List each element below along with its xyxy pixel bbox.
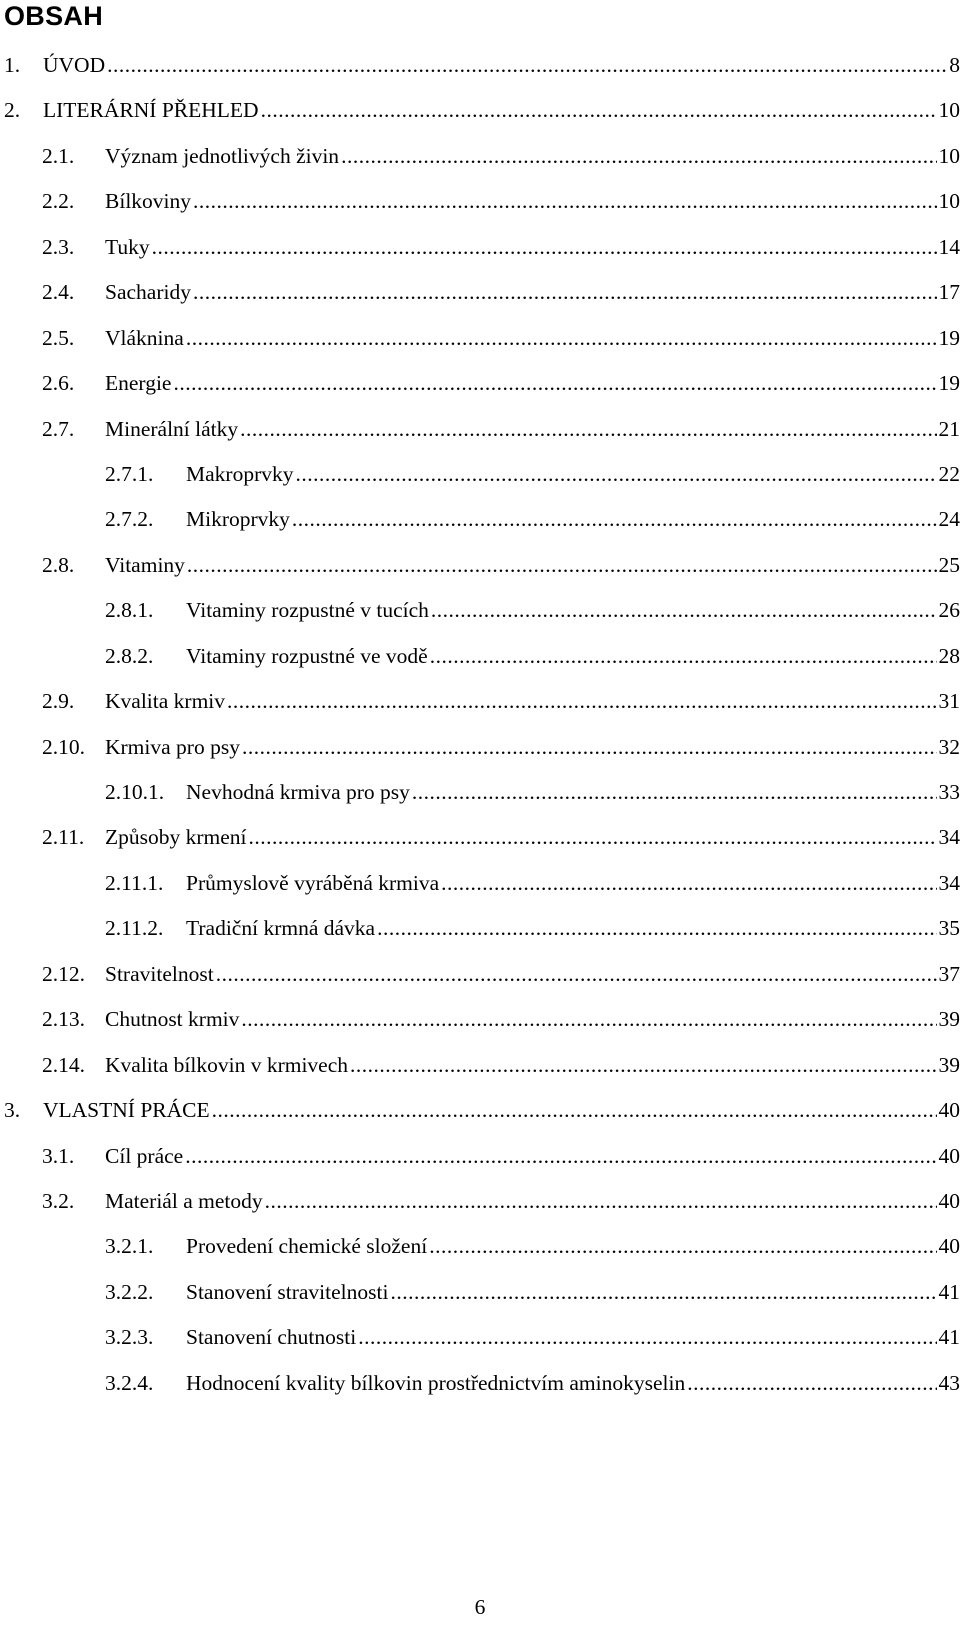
toc-entry-title: Krmiva pro psy — [105, 734, 240, 759]
toc-entry-title: Energie — [105, 371, 172, 396]
toc-entry-number: 2.10.1. — [105, 780, 165, 804]
toc-entry[interactable] — [0, 543, 960, 588]
toc-entry-number: 3.2.4. — [105, 1370, 154, 1395]
toc-entry-title: Stanovení chutnosti — [186, 1325, 357, 1350]
toc-entry-page: 39 — [938, 1007, 960, 1032]
dot-leader — [152, 225, 937, 270]
dot-leader — [261, 88, 937, 133]
toc-entry-number: 2.8. — [42, 552, 75, 577]
dot-leader — [185, 1134, 936, 1179]
toc-entry-number: 2.14. — [42, 1052, 85, 1077]
toc-entry-title: Tuky — [105, 234, 150, 259]
toc-entry-number: 2.10. — [42, 734, 85, 759]
dot-leader — [193, 179, 936, 224]
toc-entry-page: 34 — [938, 825, 960, 850]
toc-entry[interactable] — [0, 770, 960, 815]
toc-entry-page: 17 — [938, 280, 960, 305]
toc-entry-page: 28 — [938, 643, 960, 668]
toc-entry-number: 2.12. — [42, 961, 85, 986]
dot-leader — [377, 906, 936, 951]
table-of-contents — [0, 43, 960, 1406]
dot-leader — [429, 1224, 936, 1269]
toc-entry-number: 2.11. — [42, 825, 85, 850]
toc-entry-number: 2.11.2. — [105, 916, 164, 941]
toc-entry-number: 2.2. — [42, 189, 75, 214]
toc-entry-title: Význam jednotlivých živin — [105, 143, 340, 168]
toc-entry[interactable] — [0, 1315, 960, 1360]
toc-entry[interactable] — [0, 1179, 960, 1224]
dot-leader — [216, 952, 937, 997]
toc-entry-page: 19 — [938, 371, 960, 396]
toc-entry[interactable] — [0, 725, 960, 770]
toc-entry-page: 14 — [938, 234, 960, 259]
toc-entry[interactable] — [0, 1088, 960, 1133]
toc-entry[interactable] — [0, 225, 960, 270]
toc-entry-page: 41 — [938, 1279, 960, 1304]
toc-entry[interactable] — [0, 88, 960, 133]
dot-leader — [358, 1315, 936, 1360]
toc-entry-number: 2.5. — [42, 325, 75, 350]
toc-entry-number: 2.8.2. — [105, 643, 154, 668]
toc-entry-title: Vláknina — [105, 325, 184, 350]
toc-entry-number: 3.2.3. — [105, 1325, 154, 1350]
toc-entry-page: 37 — [938, 961, 960, 986]
toc-entry-title: Nevhodná krmiva pro psy — [186, 780, 410, 804]
toc-entry-number: 3.2. — [42, 1188, 75, 1213]
toc-entry-title: Průmyslově vyráběná krmiva — [186, 870, 440, 895]
toc-entry-page: 21 — [938, 416, 960, 441]
toc-entry-title: Provedení chemické složení — [186, 1234, 428, 1259]
toc-entry-number: 2.8.1. — [105, 598, 154, 623]
toc-entry-number: 3. — [4, 1098, 21, 1123]
toc-entry-number: 3.1. — [42, 1143, 75, 1168]
toc-entry-title: Bílkoviny — [105, 189, 192, 214]
toc-entry[interactable] — [0, 361, 960, 406]
dot-leader — [193, 270, 937, 315]
toc-entry-page: 10 — [938, 189, 960, 214]
toc-entry-page: 22 — [938, 461, 960, 486]
toc-entry-page: 40 — [938, 1188, 960, 1213]
toc-entry[interactable] — [0, 588, 960, 633]
toc-entry-title: Stanovení stravitelnosti — [186, 1279, 389, 1304]
dot-leader — [265, 1179, 937, 1224]
toc-entry-title: Způsoby krmení — [105, 825, 247, 850]
toc-entry-page: 40 — [938, 1234, 960, 1259]
dot-leader — [249, 815, 937, 860]
dot-leader — [350, 1043, 936, 1088]
toc-entry-number: 3.2.2. — [105, 1279, 154, 1304]
toc-entry[interactable] — [0, 497, 960, 542]
toc-entry-number: 2. — [4, 98, 21, 123]
toc-entry-title: Tradiční krmná dávka — [186, 916, 376, 941]
toc-entry[interactable] — [0, 1224, 960, 1269]
toc-entry-number: 3.2.1. — [105, 1234, 154, 1259]
toc-entry-title: Materiál a metody — [105, 1188, 263, 1213]
toc-entry-title: ÚVOD — [43, 53, 106, 77]
dot-leader — [186, 316, 937, 361]
toc-entry[interactable] — [0, 43, 960, 88]
toc-entry-number: 2.1. — [42, 143, 75, 168]
toc-entry[interactable] — [0, 452, 960, 497]
toc-entry-page: 40 — [938, 1143, 960, 1168]
toc-entry-page: 35 — [938, 916, 960, 941]
toc-entry-title: Mikroprvky — [186, 507, 290, 532]
toc-entry-title: Kvalita krmiv — [105, 689, 226, 714]
page-number: 6 — [474, 1595, 486, 1619]
toc-entry-title: Cíl práce — [105, 1143, 184, 1168]
toc-entry-page: 19 — [938, 325, 960, 350]
toc-entry-page: 31 — [938, 689, 960, 714]
toc-entry-title: Vitaminy rozpustné v tucích — [186, 598, 429, 623]
toc-entry-number: 2.4. — [42, 280, 75, 305]
dot-leader — [390, 1270, 936, 1315]
toc-entry-title: Stravitelnost — [105, 961, 214, 986]
toc-entry[interactable] — [0, 952, 960, 997]
toc-entry-page: 39 — [938, 1052, 960, 1077]
dot-leader — [341, 134, 936, 179]
toc-entry-title: Vitaminy rozpustné ve vodě — [186, 643, 428, 668]
dot-leader — [430, 634, 937, 679]
toc-entry-title: Chutnost krmiv — [105, 1007, 240, 1032]
toc-entry-title: Minerální látky — [105, 416, 239, 441]
dot-leader — [292, 497, 937, 542]
toc-entry-number: 2.13. — [42, 1007, 85, 1032]
toc-entry[interactable] — [0, 997, 960, 1042]
toc-entry[interactable] — [0, 861, 960, 906]
dot-leader — [241, 997, 936, 1042]
toc-entry-page: 41 — [938, 1325, 960, 1350]
toc-entry[interactable] — [0, 179, 960, 224]
dot-leader — [212, 1088, 937, 1133]
toc-entry-page: 40 — [938, 1098, 960, 1123]
toc-entry-number: 1. — [4, 53, 21, 77]
dot-leader — [227, 679, 936, 724]
dot-leader — [687, 1361, 936, 1406]
toc-entry[interactable] — [0, 316, 960, 361]
toc-entry-page: 24 — [938, 507, 960, 532]
toc-entry-page: 34 — [938, 870, 960, 895]
toc-entry-page: 26 — [938, 598, 960, 623]
toc-entry-page: 8 — [949, 53, 960, 77]
toc-entry-number: 2.7.1. — [105, 461, 154, 486]
toc-entry-title: Makroprvky — [186, 461, 294, 486]
toc-entry-page: 32 — [938, 734, 960, 759]
toc-entry-number: 2.11.1. — [105, 870, 164, 895]
toc-entry-title: Hodnocení kvality bílkovin prostřednictvím aminokyselin — [186, 1370, 686, 1395]
toc-entry-page: 33 — [938, 780, 960, 804]
toc-entry-number: 2.7. — [42, 416, 75, 441]
toc-entry-title: Vitaminy — [105, 552, 185, 577]
dot-leader — [441, 861, 936, 906]
dot-leader — [431, 588, 937, 633]
toc-entry[interactable] — [0, 1134, 960, 1179]
toc-entry-title: VLASTNÍ PRÁCE — [43, 1098, 210, 1123]
toc-entry-page: 10 — [938, 143, 960, 168]
toc-entry[interactable] — [0, 679, 960, 724]
toc-entry-page: 43 — [938, 1370, 960, 1395]
dot-leader — [173, 361, 936, 406]
toc-entry[interactable] — [0, 1361, 960, 1406]
toc-entry-title: LITERÁRNÍ PŘEHLED — [43, 98, 259, 123]
dot-leader — [240, 407, 936, 452]
toc-entry[interactable] — [0, 134, 960, 179]
toc-entry[interactable] — [0, 815, 960, 860]
dot-leader — [412, 770, 937, 815]
toc-entry-number: 2.9. — [42, 689, 75, 714]
toc-entry-number: 2.6. — [42, 371, 75, 396]
toc-entry-number: 2.3. — [42, 234, 75, 259]
toc-entry[interactable] — [0, 270, 960, 315]
dot-leader — [295, 452, 936, 497]
toc-entry[interactable] — [0, 1270, 960, 1315]
toc-title: OBSAH — [4, 1, 104, 31]
toc-entry-title: Sacharidy — [105, 280, 191, 305]
toc-entry[interactable] — [0, 634, 960, 679]
toc-entry-page: 10 — [938, 98, 960, 123]
toc-entry[interactable] — [0, 407, 960, 452]
toc-entry[interactable] — [0, 1043, 960, 1088]
toc-entry-page: 25 — [938, 552, 960, 577]
toc-entry[interactable] — [0, 906, 960, 951]
dot-leader — [107, 43, 947, 88]
toc-entry-number: 2.7.2. — [105, 507, 154, 532]
toc-entry-title: Kvalita bílkovin v krmivech — [105, 1052, 349, 1077]
dot-leader — [242, 725, 937, 770]
dot-leader — [187, 543, 937, 588]
